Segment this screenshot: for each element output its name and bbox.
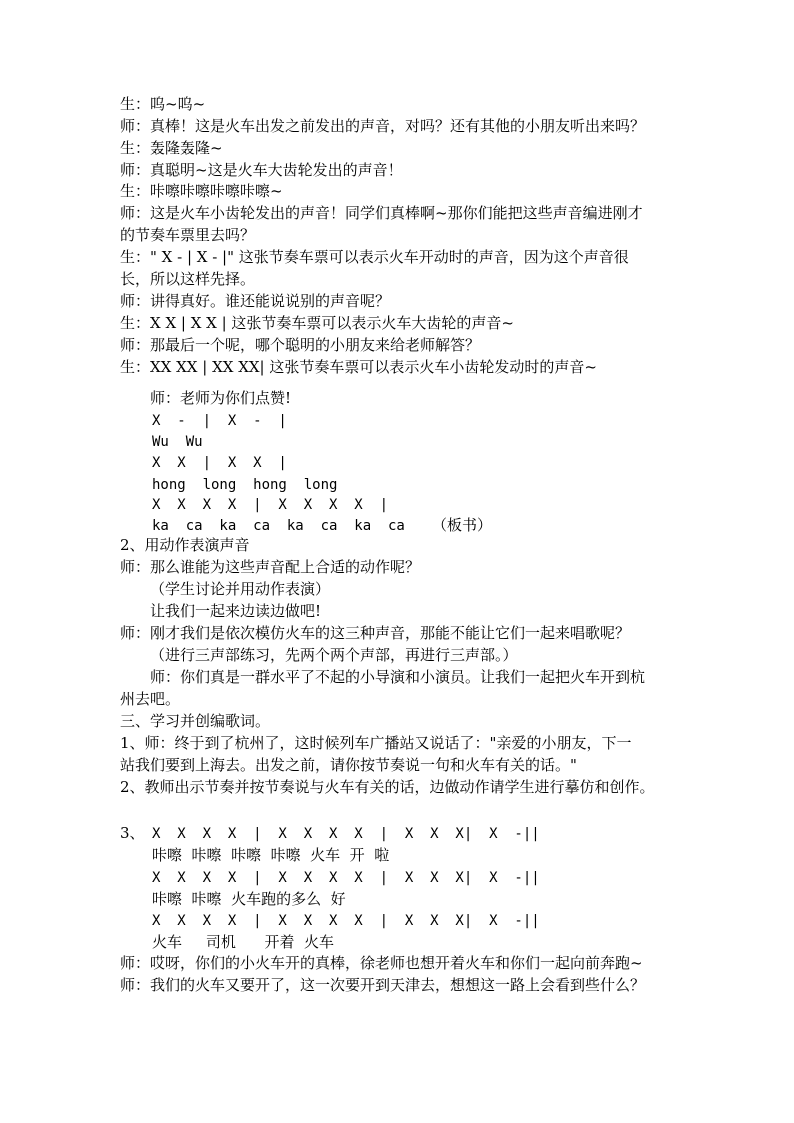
blackboard-note: （板书）: [432, 516, 493, 534]
teacher-praise-line: 师：老师为你们点赞!: [150, 389, 292, 407]
rhythm-notation: X - | X - |: [152, 413, 287, 429]
text-line: 站我们要到上海去。出发之前，请你按节奏说一句和火车有关的话。": [120, 756, 577, 774]
section-heading: 三、学习并创编歌词。: [120, 712, 271, 730]
rhythm-notation: X X | X X |: [152, 455, 287, 471]
text-line: 让我们一起来边读边做吧!: [150, 602, 322, 620]
section-heading: 2、用动作表演声音: [120, 536, 250, 554]
text-line: 州去吧。: [120, 690, 181, 708]
text-line: 的节奏车票里去吗？: [120, 226, 256, 244]
text-line: 2、教师出示节奏并按节奏说与火车有关的话，边做动作请学生进行摹仿和创作。: [120, 778, 655, 796]
text-line: 生：咔嚓咔嚓咔嚓咔嚓~: [120, 182, 283, 200]
text-line: 生：" X - | X - |" 这张节奏车票可以表示火车开动时的声音，因为这个声音很: [120, 248, 629, 266]
rhythm-notation: X X X X | X X X X | X X X| X -||: [152, 913, 540, 929]
rhythm-syllables: hong long hong long: [152, 477, 338, 493]
text-line: 师：我们的火车又要开了，这一次要开到天津去，想想这一路上会看到些什么？: [120, 976, 646, 994]
rhythm-notation: X X X X | X X X X |: [152, 497, 389, 513]
text-line: 生：轰隆轰隆~: [120, 139, 223, 157]
list-number: 3、: [120, 824, 145, 842]
text-line: 师：那最后一个呢，哪个聪明的小朋友来给老师解答？: [120, 336, 481, 354]
text-line: 师：你们真是一群水平了不起的小导演和小演员。让我们一起把火车开到杭: [150, 668, 646, 686]
text-line: 师：那么谁能为这些声音配上合适的动作呢？: [120, 558, 421, 576]
text-line: 师：讲得真好。谁还能说说别的声音呢？: [120, 292, 391, 310]
text-line: 师：刚才我们是依次模仿火车的这三种声音，那能不能让它们一起来唱歌呢？: [120, 624, 631, 642]
rhythm-syllables: Wu Wu: [152, 434, 203, 450]
text-line: （进行三声部练习，先两个两个声部，再进行三声部。）: [150, 646, 518, 664]
rhythm-notation: X X X X | X X X X | X X X| X -||: [152, 826, 540, 842]
text-line: 长，所以这样先择。: [120, 270, 256, 288]
rhythm-notation: X X X X | X X X X | X X X| X -||: [152, 870, 540, 886]
rhythm-syllables: ka ca ka ca ka ca ka ca: [152, 518, 405, 534]
text-line: 师：真聪明~这是火车大齿轮发出的声音！: [120, 161, 403, 179]
text-line: （学生讨论并用动作表演）: [150, 580, 331, 598]
text-line: 师：哎呀，你们的小火车开的真棒，徐老师也想开着火车和你们一起向前奔跑~: [120, 954, 643, 972]
text-line: 生：XX XX | XX XX| 这张节奏车票可以表示火车小齿轮发动时的声音~: [120, 358, 597, 376]
text-line: 生：X X | X X | 这张节奏车票可以表示火车大齿轮的声音~: [120, 314, 515, 332]
rhythm-lyrics: 火车 司机 开着 火车: [152, 933, 334, 951]
text-line: 师：真棒！这是火车出发之前发出的声音，对吗？还有其他的小朋友听出来吗？: [120, 117, 646, 135]
rhythm-lyrics: 咔嚓 咔嚓 咔嚓 咔嚓 火车 开 啦: [152, 846, 390, 864]
text-line: 师：这是火车小齿轮发出的声音！同学们真棒啊~那你们能把这些声音编进刚才: [120, 204, 643, 222]
text-line: 生：呜~呜~: [120, 95, 206, 113]
rhythm-lyrics: 咔嚓 咔嚓 火车跑的多么 好: [152, 890, 346, 908]
text-line: 1、师：终于到了杭州了，这时候列车广播站又说话了："亲爱的小朋友，下一: [120, 734, 632, 752]
